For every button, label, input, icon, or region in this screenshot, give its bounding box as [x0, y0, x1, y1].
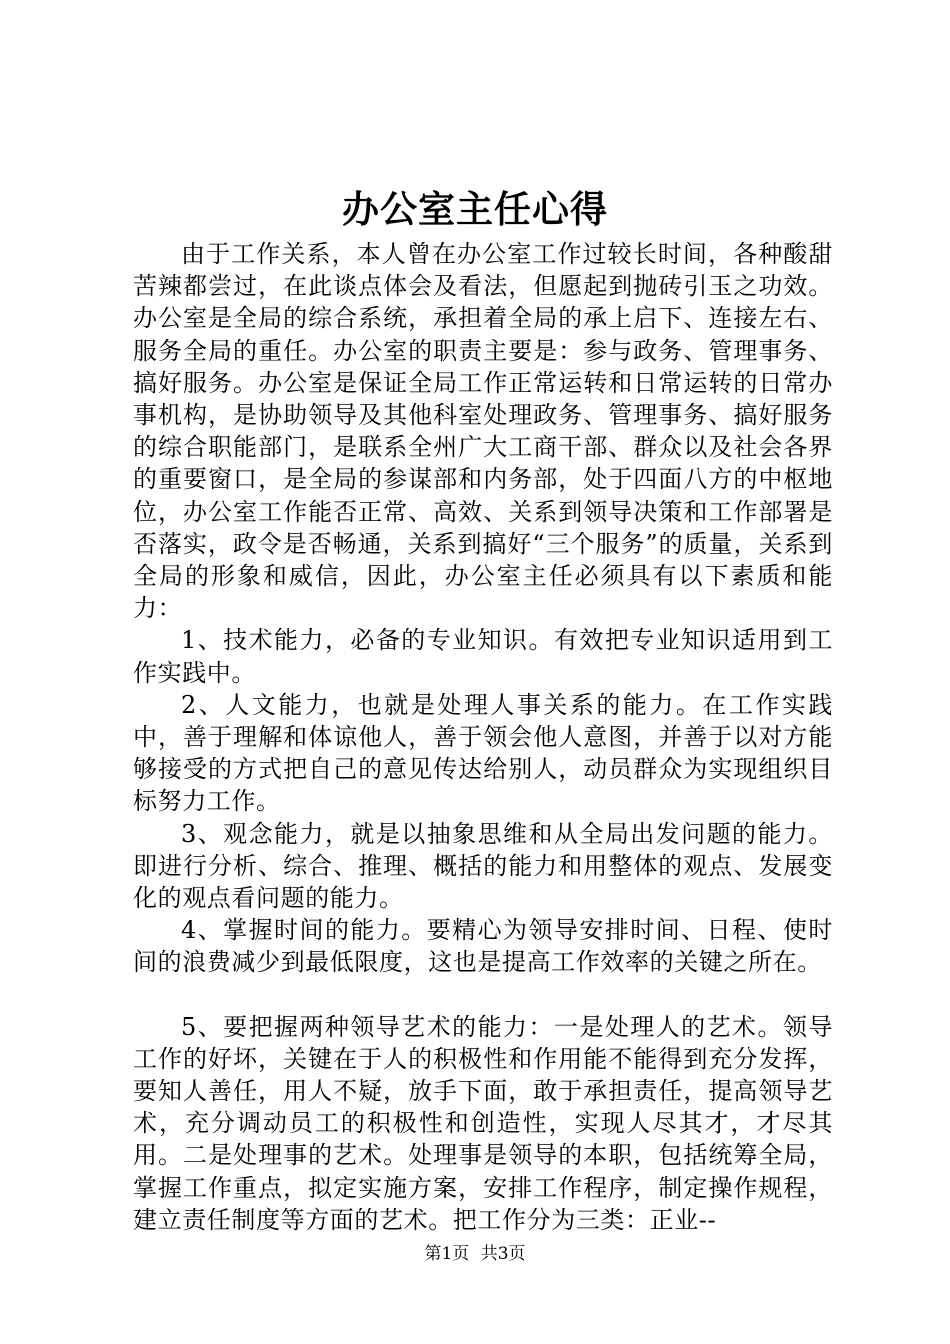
document-title: 办公室主任心得 [342, 187, 608, 231]
document-body [133, 238, 833, 1236]
paragraph-item-1: 1、技术能力，必备的专业知识。有效把专业知识适用到工作实践中。 [133, 626, 833, 687]
page-number: 第1页 [424, 1244, 470, 1264]
page-footer [0, 1243, 950, 1265]
paragraph-item-2: 2、人文能力，也就是处理人事关系的能力。在工作实践中，善于理解和体谅他人，善于领会他人意图，并善于以对方能够接受的方式把自己的意见传达给别人，动员群众为实现组织目标努力工作。 [133, 690, 833, 816]
paragraph-spacer [133, 979, 833, 1011]
paragraph-item-3: 3、观念能力，就是以抽象思维和从全局出发问题的能力。即进行分析、综合、推理、概括的能力和用整体的观点、发展变化的观点看问题的能力。 [133, 819, 833, 913]
paragraph-item-4: 4、掌握时间的能力。要精心为领导安排时间、日程、使时间的浪费减少到最低限度，这也是提高工作效率的关键之所在。 [133, 916, 833, 977]
page-total: 共3页 [480, 1244, 526, 1264]
paragraph-intro: 由于工作关系，本人曾在办公室工作过较长时间，各种酸甜苦辣都尝过，在此谈点体会及看法，但愿起到抛砖引玉之功效。办公室是全局的综合系统，承担着全局的承上启下、连接左右、服务全局的重任。办公室的职责主要是：参与政务、管理事务、搞好服务。办公室是保证全局工作正常运转和日常运转的日常办事机构，是协助领导及其他科室处理政务、管理事务、搞好服务的综合职能部门，是联系全州广大工商干部、群众以及社会各界的重要窗口，是全局的参谋部和内务部，处于四面八方的中枢地位，办公室工作能否正常、高效、关系到领导决策和工作部署是否落实，政令是否畅通，关系到搞好“三个服务”的质量，关系到全局的形象和威信，因此，办公室主任必须具有以下素质和能力： [133, 240, 833, 623]
paragraph-item-5: 5、要把握两种领导艺术的能力：一是处理人的艺术。领导工作的好坏，关键在于人的积极性和作用能不能得到充分发挥，要知人善任，用人不疑，放手下面，敢于承担责任，提高领导艺术，充分调动员工的积极性和创造性，实现人尽其才，才尽其用。二是处理事的艺术。处理事是领导的本职，包括统筹全局，掌握工作重点，拟定实施方案，安排工作程序，制定操作规程，建立责任制度等方面的艺术。把工作分为三类：正业-- [133, 1012, 833, 1234]
